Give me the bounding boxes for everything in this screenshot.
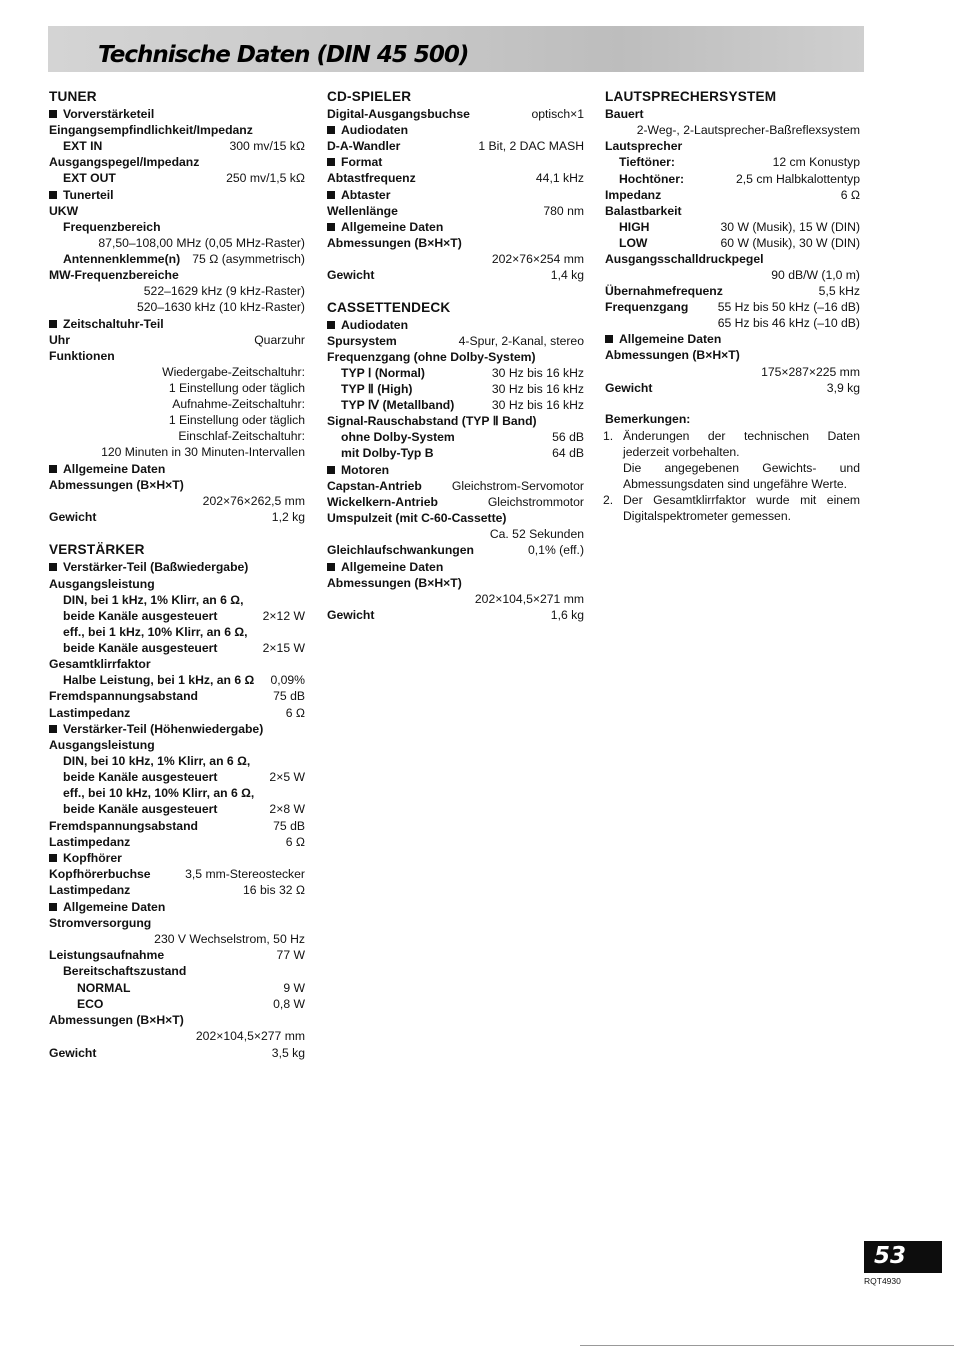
spec-label-text: Abmessungen (B×H×T) — [327, 236, 462, 250]
spec-value: Ca. 52 Sekunden — [489, 527, 584, 541]
spec-value-line — [49, 931, 305, 947]
spec-row — [327, 478, 584, 494]
spec-label-text: DIN, bei 1 kHz, 1% Klirr, an 6 Ω, — [63, 593, 244, 607]
spec-label-text: Gesamtklirrfaktor — [49, 657, 151, 671]
square-bullet-icon — [49, 191, 57, 199]
spec-key: beide Kanäle ausgesteuert — [63, 641, 218, 655]
subsection-heading — [49, 850, 305, 866]
spec-value: 3,9 kg — [826, 381, 860, 395]
spec-value-line — [605, 364, 860, 380]
square-bullet-icon — [49, 854, 57, 862]
subsection-heading — [49, 106, 305, 122]
square-bullet-icon — [327, 466, 335, 474]
subsection-heading-text: Allgemeine Daten — [619, 332, 722, 346]
spec-label-text: Ausgangspegel/Impedanz — [49, 155, 200, 169]
spec-value: 1,2 kg — [271, 510, 305, 524]
spec-label — [49, 203, 305, 219]
spec-key: Abtastfrequenz — [327, 171, 416, 185]
spec-value: 202×104,5×271 mm — [474, 592, 584, 606]
subsection-heading-text: Zeitschaltuhr-Teil — [63, 317, 164, 331]
spec-key: Gewicht — [327, 608, 375, 622]
spec-value: 250 mv/1,5 kΩ — [226, 171, 305, 185]
spec-key: beide Kanäle ausgesteuert — [63, 802, 218, 816]
spec-label — [49, 785, 305, 801]
spec-key: ECO — [77, 997, 104, 1011]
spec-label — [605, 203, 860, 219]
spec-label — [49, 267, 305, 283]
section-heading — [327, 300, 584, 316]
subsection-heading — [49, 899, 305, 915]
spec-row — [605, 380, 860, 396]
subsection-heading — [327, 219, 584, 235]
spec-value-line — [605, 315, 860, 331]
spec-row — [49, 640, 305, 656]
spec-label — [49, 624, 305, 640]
spec-value: 522–1629 kHz (9 kHz-Raster) — [143, 284, 305, 298]
spec-key: Hochtöner: — [619, 172, 684, 186]
spec-key: Uhr — [49, 333, 70, 347]
spec-key: Fremdspannungsabstand — [49, 689, 198, 703]
spec-row — [327, 494, 584, 510]
spec-row — [49, 801, 305, 817]
spec-row — [49, 818, 305, 834]
spec-label-text: Frequenzbereich — [63, 220, 161, 234]
spec-value: 65 Hz bis 46 kHz (–10 dB) — [717, 316, 860, 330]
spec-row — [49, 509, 305, 525]
spec-label-text: eff., bei 10 kHz, 10% Klirr, an 6 Ω, — [63, 786, 255, 800]
spec-label — [49, 592, 305, 608]
spec-value: 75 dB — [273, 819, 305, 833]
spec-label — [605, 106, 860, 122]
spec-row — [49, 866, 305, 882]
spec-value-line — [49, 283, 305, 299]
section-heading — [605, 89, 860, 105]
spec-value: 6 Ω — [840, 188, 860, 202]
spec-key: TYP Ⅰ (Normal) — [341, 366, 425, 380]
section-heading — [49, 89, 305, 105]
spec-row — [327, 607, 584, 623]
spec-key: LOW — [619, 236, 648, 250]
spec-value: 1 Einstellung oder täglich — [168, 413, 305, 427]
spec-value: 90 dB/W (1,0 m) — [771, 268, 860, 282]
spec-row — [49, 138, 305, 154]
subsection-heading-text: Tunerteil — [63, 188, 114, 202]
spec-row — [605, 187, 860, 203]
spec-row — [327, 333, 584, 349]
spec-label-text: Ausgangsleistung — [49, 738, 155, 752]
spec-label — [49, 1012, 305, 1028]
spec-value-line — [49, 396, 305, 412]
spec-row — [327, 381, 584, 397]
spec-row — [327, 542, 584, 558]
spec-key: HIGH — [619, 220, 650, 234]
spec-value: 202×104,5×277 mm — [195, 1029, 305, 1043]
subsection-heading — [49, 559, 305, 575]
spec-key: Halbe Leistung, bei 1 kHz, an 6 Ω — [63, 673, 255, 687]
spec-label — [605, 347, 860, 363]
subsection-heading-text: Motoren — [341, 463, 390, 477]
note-number: 1. — [603, 429, 614, 443]
spec-row — [49, 688, 305, 704]
spec-value-line — [327, 251, 584, 267]
spec-label — [49, 154, 305, 170]
spec-label-text: Signal-Rauschabstand (TYP Ⅱ Band) — [327, 414, 537, 428]
spec-key: ohne Dolby-System — [341, 430, 455, 444]
spec-value: 1 Bit, 2 DAC MASH — [478, 139, 584, 153]
spec-value-line — [49, 1028, 305, 1044]
spec-row — [49, 769, 305, 785]
spec-label — [49, 576, 305, 592]
spec-row — [49, 947, 305, 963]
spec-label-text: Lautsprecher — [605, 139, 683, 153]
spec-value-line — [327, 591, 584, 607]
spec-value: Quarzuhr — [254, 333, 305, 347]
spec-row — [49, 608, 305, 624]
square-bullet-icon — [49, 563, 57, 571]
spec-key: Frequenzgang — [605, 300, 689, 314]
spec-value: 9 W — [283, 981, 305, 995]
section-heading — [49, 542, 305, 558]
spec-row — [327, 365, 584, 381]
spec-key: mit Dolby-Typ B — [341, 446, 434, 460]
spec-row — [327, 138, 584, 154]
spec-label-text: Abmessungen (B×H×T) — [605, 348, 740, 362]
subsection-heading — [605, 331, 860, 347]
note-text: Die angegebenen Gewichts- und Abmessungsdaten sind ungefähre Werte. — [623, 461, 860, 491]
subsection-heading — [49, 721, 305, 737]
spec-key: Gewicht — [49, 510, 97, 524]
footer-rule — [580, 1345, 954, 1346]
spec-key: Kopfhörerbuchse — [49, 867, 151, 881]
spec-key: Lastimpedanz — [49, 706, 131, 720]
spec-value: 64 dB — [552, 446, 584, 460]
spec-key: Spursystem — [327, 334, 397, 348]
subsection-heading-text: Vorverstärketeil — [63, 107, 155, 121]
spec-row — [49, 251, 305, 267]
spec-key: beide Kanäle ausgesteuert — [63, 770, 218, 784]
square-bullet-icon — [49, 465, 57, 473]
spec-value: 230 V Wechselstrom, 50 Hz — [154, 932, 305, 946]
spec-value: 30 W (Musik), 15 W (DIN) — [720, 220, 860, 234]
square-bullet-icon — [327, 563, 335, 571]
section-heading — [327, 89, 584, 105]
subsection-heading — [327, 317, 584, 333]
spec-row — [605, 219, 860, 235]
spec-key: TYP Ⅱ (High) — [341, 382, 413, 396]
spec-label-text: Abmessungen (B×H×T) — [49, 478, 184, 492]
spec-key: Gewicht — [327, 268, 375, 282]
spec-value-line — [49, 364, 305, 380]
spec-row — [49, 996, 305, 1012]
square-bullet-icon — [49, 903, 57, 911]
subsection-heading-text: Verstärker-Teil (Höhenwiedergabe) — [63, 722, 264, 736]
spec-key: Capstan-Antrieb — [327, 479, 422, 493]
spec-value: 300 mv/15 kΩ — [229, 139, 305, 153]
spec-key: EXT OUT — [63, 171, 116, 185]
spec-value: 55 Hz bis 50 kHz (–16 dB) — [717, 300, 860, 314]
spec-value: 60 W (Musik), 30 W (DIN) — [720, 236, 860, 250]
spec-label-text: Umspulzeit (mit C-60-Cassette) — [327, 511, 507, 525]
spec-value: 16 bis 32 Ω — [243, 883, 305, 897]
spec-key: Gewicht — [605, 381, 653, 395]
spec-label-text: Frequenzgang (ohne Dolby-System) — [327, 350, 536, 364]
spec-value: 202×76×254 mm — [491, 252, 584, 266]
spec-value: 6 Ω — [285, 706, 305, 720]
spec-label — [49, 915, 305, 931]
spec-row — [49, 834, 305, 850]
subsection-heading — [49, 187, 305, 203]
spec-value: 2,5 cm Halbkalottentyp — [736, 172, 860, 186]
spec-key: Gleichlaufschwankungen — [327, 543, 474, 557]
spec-key: Lastimpedanz — [49, 835, 131, 849]
spec-label — [49, 963, 305, 979]
page-number: 53 — [874, 1243, 907, 1269]
spec-value: 75 Ω (asymmetrisch) — [192, 252, 305, 266]
subsection-heading — [327, 462, 584, 478]
spec-row — [605, 283, 860, 299]
spec-label-text: Balastbarkeit — [605, 204, 682, 218]
spec-label — [605, 411, 860, 427]
spec-label-text: Eingangsempfindlichkeit/Impedanz — [49, 123, 253, 137]
spec-value: Aufnahme-Zeitschaltuhr: — [172, 397, 305, 411]
section-heading-text: VERSTÄRKER — [49, 542, 145, 557]
spec-label — [605, 138, 860, 154]
spec-value: 2×8 W — [269, 802, 305, 816]
spec-key: Lastimpedanz — [49, 883, 131, 897]
spec-key: Gewicht — [49, 1046, 97, 1060]
spec-row — [605, 235, 860, 251]
spec-value: Einschlaf-Zeitschaltuhr: — [178, 429, 305, 443]
spec-value-line — [605, 122, 860, 138]
spec-value: optisch×1 — [531, 107, 584, 121]
subsection-heading — [327, 559, 584, 575]
spec-value-line — [49, 412, 305, 428]
spec-row — [49, 882, 305, 898]
subsection-heading-text: Audiodaten — [341, 123, 409, 137]
spec-row — [327, 170, 584, 186]
spec-value-line — [49, 299, 305, 315]
subsection-heading — [49, 461, 305, 477]
spec-label — [49, 348, 305, 364]
spec-label — [49, 219, 305, 235]
subsection-heading-text: Verstärker-Teil (Baßwiedergabe) — [63, 560, 249, 574]
spec-value: 2×5 W — [269, 770, 305, 784]
spec-row — [605, 154, 860, 170]
spec-label-text: Funktionen — [49, 349, 115, 363]
spec-value: Gleichstrom-Servomotor — [451, 479, 584, 493]
square-bullet-icon — [49, 725, 57, 733]
spec-key: Leistungsaufnahme — [49, 948, 165, 962]
section-heading-text: CD-SPIELER — [327, 89, 412, 104]
spec-row — [49, 705, 305, 721]
section-heading-text: CASSETTENDECK — [327, 300, 451, 315]
spec-value: 30 Hz bis 16 kHz — [491, 366, 584, 380]
spec-key: D-A-Wandler — [327, 139, 401, 153]
spec-key: Übernahmefrequenz — [605, 284, 723, 298]
spec-key: NORMAL — [77, 981, 131, 995]
spec-value: 4-Spur, 2-Kanal, stereo — [458, 334, 584, 348]
subsection-heading-text: Allgemeine Daten — [341, 560, 444, 574]
spec-value-line — [49, 428, 305, 444]
spec-row — [49, 672, 305, 688]
subsection-heading — [327, 154, 584, 170]
spec-value: 3,5 kg — [271, 1046, 305, 1060]
subsection-heading-text: Audiodaten — [341, 318, 409, 332]
subsection-heading — [327, 187, 584, 203]
square-bullet-icon — [49, 110, 57, 118]
spec-label — [327, 413, 584, 429]
spec-label-text: MW-Frequenzbereiche — [49, 268, 179, 282]
spec-row — [49, 1045, 305, 1061]
spec-label-text: Ausgangsschalldruckpegel — [605, 252, 764, 266]
spec-row — [327, 203, 584, 219]
spec-value: 2×15 W — [262, 641, 305, 655]
spec-value: 2-Weg-, 2-Lautsprecher-Baßreflexsystem — [636, 123, 860, 137]
spec-label-text: Bemerkungen: — [605, 412, 691, 426]
spec-value: 6 Ω — [285, 835, 305, 849]
spec-key: Wickelkern-Antrieb — [327, 495, 438, 509]
spec-value: Gleichstrommotor — [487, 495, 584, 509]
spec-value: 202×76×262,5 mm — [202, 494, 305, 508]
spec-label — [605, 251, 860, 267]
spec-key: beide Kanäle ausgesteuert — [63, 609, 218, 623]
spec-row — [327, 267, 584, 283]
spec-label — [327, 510, 584, 526]
spec-label — [327, 575, 584, 591]
spec-label-text: eff., bei 1 kHz, 10% Klirr, an 6 Ω, — [63, 625, 248, 639]
square-bullet-icon — [327, 321, 335, 329]
spec-value: 5,5 kHz — [818, 284, 860, 298]
spec-value: 44,1 kHz — [535, 171, 584, 185]
spec-row — [327, 429, 584, 445]
spec-row — [49, 980, 305, 996]
spec-label-text: Stromversorgung — [49, 916, 152, 930]
spec-label — [327, 349, 584, 365]
spec-value-line — [49, 235, 305, 251]
spec-label-text: Ausgangsleistung — [49, 577, 155, 591]
spec-value: 780 nm — [543, 204, 584, 218]
spec-key: Wellenlänge — [327, 204, 398, 218]
spec-value: 175×287×225 mm — [761, 365, 860, 379]
spec-value-line — [49, 444, 305, 460]
spec-value-line — [605, 267, 860, 283]
spec-label — [49, 477, 305, 493]
spec-row — [327, 445, 584, 461]
spec-label — [49, 737, 305, 753]
spec-label-text: UKW — [49, 204, 79, 218]
spec-label-text: Bereitschaftszustand — [63, 964, 187, 978]
spec-value: 2×12 W — [262, 609, 305, 623]
spec-value: 1,6 kg — [550, 608, 584, 622]
spec-label — [49, 122, 305, 138]
spec-label — [49, 753, 305, 769]
spec-value: 520–1630 kHz (10 kHz-Raster) — [137, 300, 305, 314]
spec-label-text: Abmessungen (B×H×T) — [327, 576, 462, 590]
spec-value-line — [49, 380, 305, 396]
spec-row — [327, 397, 584, 413]
spec-label-text: Bauert — [605, 107, 644, 121]
spec-label — [327, 235, 584, 251]
subsection-heading-text: Abtaster — [341, 188, 391, 202]
spec-key: Tieftöner: — [619, 155, 675, 169]
spec-value: 0,1% (eff.) — [528, 543, 584, 557]
spec-value: 87,50–108,00 MHz (0,05 MHz-Raster) — [98, 236, 305, 250]
spec-key: Antennenklemme(n) — [63, 252, 181, 266]
page-title: Technische Daten (DIN 45 500) — [98, 42, 469, 68]
square-bullet-icon — [327, 126, 335, 134]
subsection-heading — [49, 316, 305, 332]
square-bullet-icon — [605, 335, 613, 343]
spec-value: 1 Einstellung oder täglich — [168, 381, 305, 395]
spec-value: 12 cm Konustyp — [772, 155, 860, 169]
spec-row — [605, 299, 860, 315]
spec-value: 1,4 kg — [550, 268, 584, 282]
subsection-heading-text: Allgemeine Daten — [63, 900, 166, 914]
spec-row — [605, 171, 860, 187]
spec-key: EXT IN — [63, 139, 103, 153]
spec-value-line — [327, 526, 584, 542]
spec-value: Wiedergabe-Zeitschaltuhr: — [162, 365, 305, 379]
document-code: RQT4930 — [864, 1276, 901, 1286]
spec-value: 30 Hz bis 16 kHz — [491, 382, 584, 396]
spec-value-line — [49, 493, 305, 509]
note-text: Der Gesamtklirrfaktor wurde mit einem Digitalspektrometer gemessen. — [623, 493, 860, 523]
spec-key: Digital-Ausgangsbuchse — [327, 107, 470, 121]
spec-value: 120 Minuten in 30 Minuten-Intervallen — [101, 445, 305, 459]
square-bullet-icon — [49, 320, 57, 328]
subsection-heading-text: Kopfhörer — [63, 851, 122, 865]
spec-value: 56 dB — [552, 430, 584, 444]
spec-row — [327, 106, 584, 122]
note-item — [605, 428, 860, 492]
section-heading-text: TUNER — [49, 89, 97, 104]
spec-key: Fremdspannungsabstand — [49, 819, 198, 833]
square-bullet-icon — [327, 223, 335, 231]
subsection-heading-text: Allgemeine Daten — [341, 220, 444, 234]
spec-value: 0,09% — [270, 673, 305, 687]
section-heading-text: LAUTSPRECHERSYSTEM — [605, 89, 777, 104]
spec-value: 0,8 W — [273, 997, 305, 1011]
square-bullet-icon — [327, 158, 335, 166]
spec-key: TYP Ⅳ (Metallband) — [341, 398, 455, 412]
spec-label — [49, 656, 305, 672]
spec-value: 75 dB — [273, 689, 305, 703]
spec-row — [49, 332, 305, 348]
spec-value: 30 Hz bis 16 kHz — [491, 398, 584, 412]
spec-key: Impedanz — [605, 188, 662, 202]
spec-label-text: Abmessungen (B×H×T) — [49, 1013, 184, 1027]
note-item — [605, 492, 860, 524]
subsection-heading-text: Format — [341, 155, 383, 169]
note-number: 2. — [603, 493, 614, 507]
spec-row — [49, 170, 305, 186]
subsection-heading-text: Allgemeine Daten — [63, 462, 166, 476]
spec-label-text: DIN, bei 10 kHz, 1% Klirr, an 6 Ω, — [63, 754, 251, 768]
subsection-heading — [327, 122, 584, 138]
square-bullet-icon — [327, 191, 335, 199]
note-text: Änderungen der technischen Daten jederzeit vorbehalten. — [623, 429, 860, 459]
spec-value: 77 W — [276, 948, 305, 962]
spec-value: 3,5 mm-Stereostecker — [185, 867, 305, 881]
